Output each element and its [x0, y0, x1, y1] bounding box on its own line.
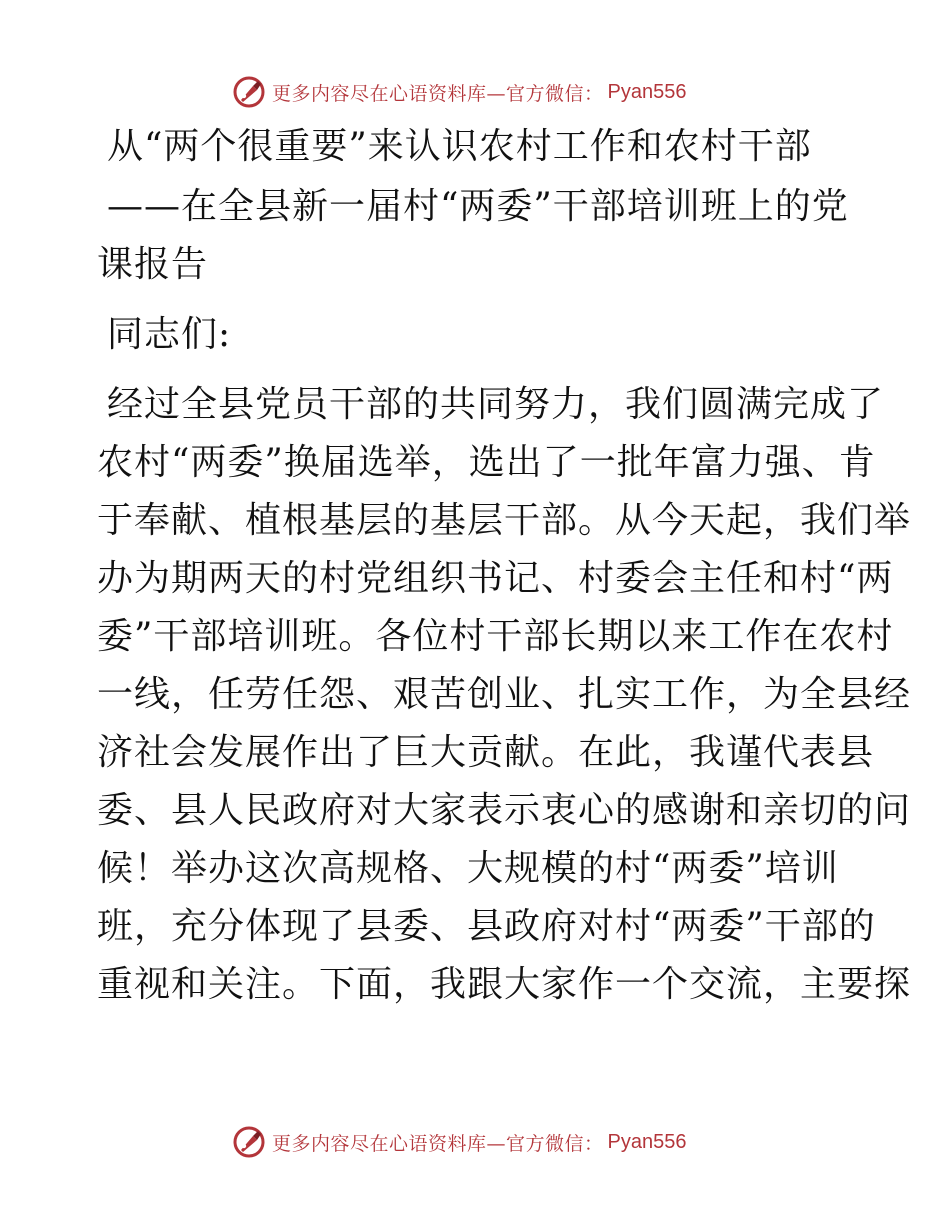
header-watermark: [232, 72, 686, 112]
pen-nib-circle-icon: [232, 1125, 266, 1159]
document-body: [97, 118, 912, 1014]
watermark-wechat-id: Pyan556: [607, 80, 687, 103]
watermark-text: 更多内容尽在心语资料库—官方微信：: [272, 1132, 604, 1155]
document-greeting: 同志们:: [107, 314, 232, 355]
paragraph-line: 委、县人民政府对大家表示衷心的感谢和亲切的问: [97, 790, 912, 831]
paragraph-line: 候！举办这次高规格、大规模的村“两委”培训: [97, 848, 839, 889]
paragraph-line: 办为期两天的村党组织书记、村委会主任和村“两: [97, 558, 894, 599]
paragraph-line: 济社会发展作出了巨大贡献。在此，我谨代表县: [97, 732, 875, 773]
watermark-text: 更多内容尽在心语资料库—官方微信：: [272, 82, 604, 105]
pen-nib-circle-icon: [232, 75, 266, 109]
paragraph-line: 一线，任劳任怨、艰苦创业、扎实工作，为全县经: [97, 674, 912, 715]
paragraph-line: 班，充分体现了县委、县政府对村“两委”干部的: [97, 906, 876, 947]
paragraph-line: 农村“两委”换届选举，选出了一批年富力强、肯: [97, 442, 876, 483]
document-subtitle-line-2: 课报告: [97, 244, 209, 285]
watermark-wechat-id: Pyan556: [607, 1130, 687, 1153]
footer-watermark: [232, 1122, 686, 1162]
paragraph-line: 委”干部培训班。各位村干部长期以来工作在农村: [97, 616, 894, 657]
paragraph-line: 经过全县党员干部的共同努力，我们圆满完成了: [107, 384, 885, 425]
paragraph-line: 重视和关注。下面，我跟大家作一个交流，主要探: [97, 964, 912, 1005]
document-subtitle-line-1: ——在全县新一届村“两委”干部培训班上的党: [107, 186, 849, 227]
document-title: 从“两个很重要”来认识农村工作和农村干部: [107, 126, 812, 167]
paragraph-line: 于奉献、植根基层的基层干部。从今天起，我们举: [97, 500, 912, 541]
